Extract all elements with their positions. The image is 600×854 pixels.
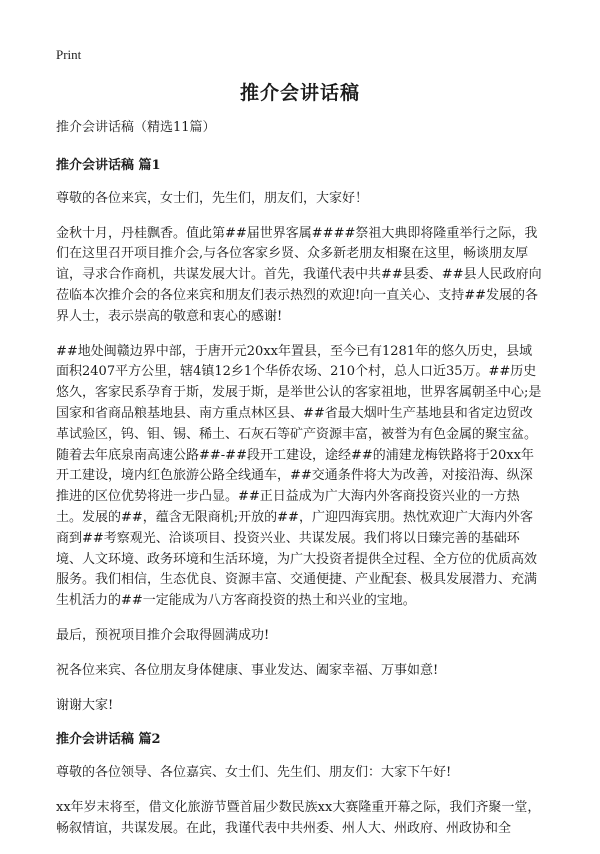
paragraph: 祝各位来宾、各位朋友身体健康、事业发达、阖家幸福、万事如意! — [56, 662, 439, 678]
paragraph: 尊敬的各位领导、各位嘉宾、女士们、先生们、朋友们：大家下午好! — [56, 765, 452, 781]
paragraph: 谢谢大家! — [56, 697, 114, 713]
section-heading-1: 推介会讲话稿 篇1 — [56, 157, 161, 173]
document-subtitle: 推介会讲话稿（精选11篇） — [56, 120, 216, 135]
paragraph: ##地处闽赣边界中部，于唐开元20xx年置县，至今已有1281年的悠久历史，县域面积2407平方公里，辖4镇12乡1个华侨农场、210个村，总人口近35万。##历史悠久，客家民系孕育于斯，发展于斯，是举世公认的客家祖地，世界客属朝圣中心;是国家和省商品粮基地县、南方重点林区县、##省最大烟叶生产基地县和省定边贸改革试验区，钨、钼、锡、稀土、石灰石等矿产资源丰富，被誉为有色金属的聚宝盆。随着去年底泉南高速公路##-##段开工建设，途经##的浦建龙梅铁路将于20xx年开工建设，境内红色旅游公路全线通车，##交通条件将大为改善，对接沿海、纵深推进的区位优势将进一步凸显。##正日益成为广大海内外客商投资兴业的一方热土。发展的##，蕴含无限商机;开放的##，广迎四海宾朋。热忱欢迎广大海内外客商到##考察观光、洽谈项目、投资兴业、共谋发展。我们将以日臻完善的基础环境、人文环境、政务环境和生活环境，为广大投资者提供全过程、全方位的优质高效服务。我们相信，生态优良、资源丰富、交通便捷、产业配套、极具发展潜力、充满生机活力的##一定能成为八方客商投资的热土和兴业的宝地。 — [56, 343, 542, 609]
paragraph: 尊敬的各位来宾，女士们，先生们，朋友们，大家好！ — [56, 190, 369, 206]
document-body — [56, 118, 544, 854]
paragraph: 最后，预祝项目推介会取得圆满成功! — [56, 627, 270, 643]
page-title: 推介会讲话稿 — [239, 82, 360, 104]
section-heading-2: 推介会讲话稿 篇2 — [56, 732, 161, 748]
print-link[interactable]: Print — [56, 47, 82, 62]
paragraph: 金秋十月，丹桂飘香。值此第##届世界客属####祭祖大典即将隆重举行之际，我们在这里召开项目推介会,与各位客家乡贤、众多新老朋友相聚在这里，畅谈朋友厚谊，寻求合作商机，共谋发展大计。首先，我谨代表中共##县委、##县人民政府向莅临本次推介会的各位来宾和朋友们表示热烈的欢迎!向一直关心、支持##发展的各界人士，表示崇高的敬意和衷心的感谢! — [56, 225, 542, 324]
paragraph: xx年岁末将至，借文化旅游节暨首届少数民族xx大赛隆重开幕之际，我们齐聚一堂，畅叙情谊，共谋发展。在此，我谨代表中共州委、州人大、州政府、州政协和全 — [56, 800, 541, 836]
